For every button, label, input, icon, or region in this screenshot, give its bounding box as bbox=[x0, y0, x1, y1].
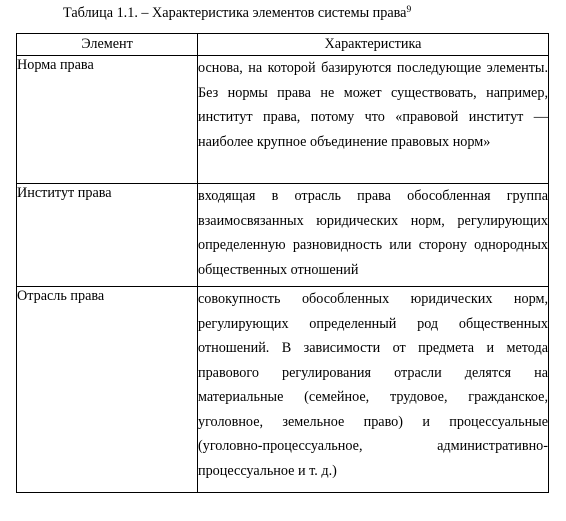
caption-text: Таблица 1.1. – Характеристика элементов системы права bbox=[63, 5, 407, 21]
footnote-ref: 9 bbox=[406, 5, 412, 15]
description-text: входящая в отрасль права обособленная группа взаимосвязанных юридических норм, регулирующих определенную разновидность или сторону однородных общественных отношений bbox=[198, 188, 548, 278]
table-row bbox=[17, 287, 549, 493]
element-cell: Институт права bbox=[17, 184, 198, 287]
column-header-characteristic: Характеристика bbox=[198, 34, 549, 56]
element-cell: Норма права bbox=[17, 56, 198, 184]
column-header-element: Элемент bbox=[17, 34, 198, 56]
table-header-row bbox=[17, 34, 549, 56]
table-caption bbox=[63, 4, 411, 22]
description-cell bbox=[198, 56, 549, 184]
description-text: совокупность обособленных юридических норм, регулирующих определенный род общественных отношений. В зависимости от предмета и метода правового регулирования отрасли делятся на материальные (семейное, трудовое, гражданское, уголовное, земельное право) и процессуальные (уголовно-процессуальное, административно-процессуальное и т. д.) bbox=[198, 291, 548, 479]
element-cell: Отрасль права bbox=[17, 287, 198, 493]
table-row bbox=[17, 56, 549, 184]
description-text: основа, на которой базируются последующие элементы. Без нормы права не может существовать, например, институт права, потому что «правовой институт — наиболее крупное объединение правовых норм» bbox=[198, 60, 548, 150]
table-row bbox=[17, 184, 549, 287]
legal-system-elements-table bbox=[16, 33, 549, 493]
description-cell bbox=[198, 287, 549, 493]
description-cell bbox=[198, 184, 549, 287]
